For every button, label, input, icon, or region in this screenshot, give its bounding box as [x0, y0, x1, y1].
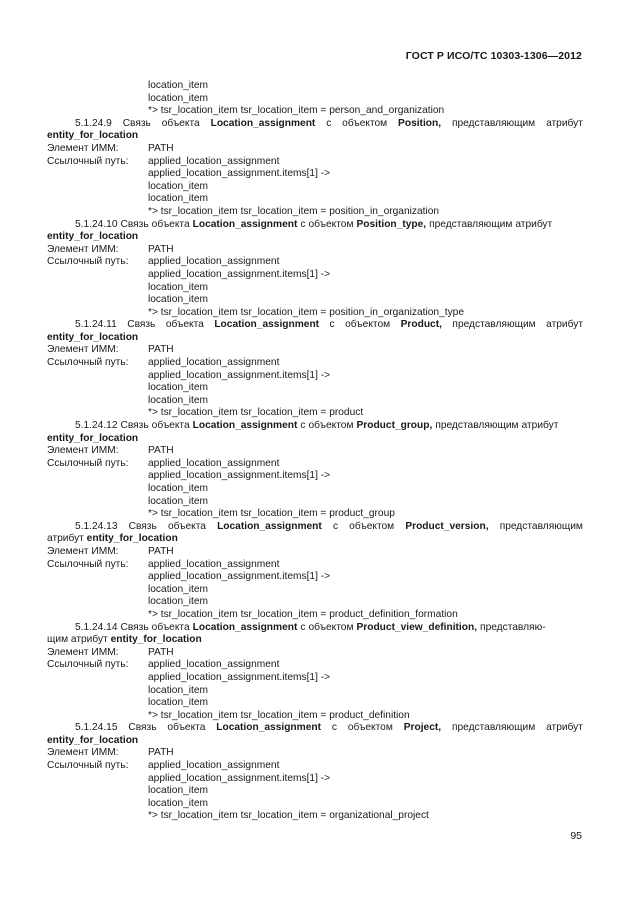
path-line-row [47, 181, 583, 194]
clause-word: объекта [167, 722, 206, 734]
label-spacer [47, 773, 148, 786]
path-row [47, 256, 583, 269]
path-line-row [47, 193, 583, 206]
attribute-name: entity_for_location [47, 130, 139, 142]
path-assignment-line: *> tsr_location_item tsr_location_item = product_definition [148, 709, 410, 721]
path-line: applied_location_assignment.items[1] -> [148, 470, 331, 482]
label-spacer [47, 470, 148, 483]
clause-word: представляющим [452, 319, 536, 331]
clause-heading [47, 420, 583, 433]
label-spacer [47, 282, 148, 295]
path-line: location_item [148, 495, 209, 507]
path-line-row [47, 395, 583, 408]
clause-word: представляющим [435, 420, 519, 432]
clause-word: Product, [400, 319, 442, 331]
clause-word: с [331, 722, 337, 734]
clauses-container [47, 118, 583, 823]
label-spacer [47, 685, 148, 698]
path-line: applied_location_assignment [148, 155, 280, 167]
clause-section [47, 622, 583, 723]
clause-section [47, 420, 583, 521]
clause-continuation [47, 735, 583, 748]
path-label: Ссылочный путь: [47, 760, 129, 772]
path-line-row [47, 269, 583, 282]
path-row [47, 659, 583, 672]
path-line: location_item [148, 294, 209, 306]
clause-word: Product_view_definition, [356, 621, 478, 633]
clause-word: Location_assignment [217, 520, 322, 532]
label-spacer [47, 496, 148, 509]
clause-word: Location_assignment [192, 218, 298, 230]
path-line: location_item [148, 797, 209, 809]
path-line: location_item [148, 394, 209, 406]
clause-word: с [326, 117, 332, 129]
clause-word: Location_assignment [210, 117, 316, 129]
clause-number: 5.1.24.14 [75, 621, 118, 633]
clause-word: с [300, 621, 306, 633]
path-line: location_item [148, 80, 209, 91]
clause-word: Связь [120, 218, 149, 230]
path-line: location_item [148, 596, 209, 608]
clause-word: Связь [122, 117, 151, 129]
path-label: Ссылочный путь: [47, 155, 129, 167]
attribute-name: entity_for_location [47, 331, 139, 343]
element-row [47, 244, 583, 257]
path-line: applied_location_assignment.items[1] -> [148, 369, 331, 381]
clause-word: Location_assignment [192, 621, 298, 633]
path-line-row [47, 584, 583, 597]
path-label: Ссылочный путь: [47, 659, 129, 671]
path-line-row [47, 596, 583, 609]
clause-heading [47, 118, 583, 131]
clause-word: с [300, 218, 306, 230]
path-line: location_item [148, 180, 209, 192]
path-line-row [47, 282, 583, 295]
path-line: applied_location_assignment [148, 457, 280, 469]
path-line: location_item [148, 193, 209, 205]
attribute-name: entity_for_location [47, 231, 139, 243]
path-line: applied_location_assignment.items[1] -> [148, 168, 331, 180]
clause-heading [47, 722, 583, 735]
label-spacer [47, 584, 148, 597]
path-line: applied_location_assignment [148, 256, 280, 268]
clause-number: 5.1.24.12 [75, 420, 118, 432]
path-line: applied_location_assignment [148, 357, 280, 369]
standard-title: ГОСТ Р ИСО/ТС 10303-1306—2012 [405, 50, 582, 62]
path-line-row [47, 685, 583, 698]
path-line: location_item [148, 92, 209, 104]
clause-word: атрибут [515, 218, 553, 230]
path-line: applied_location_assignment.items[1] -> [148, 671, 331, 683]
page-number: 95 [570, 830, 582, 842]
clause-word: Location_assignment [216, 722, 321, 734]
label-spacer [47, 697, 148, 710]
label-spacer [47, 294, 148, 307]
path-row [47, 357, 583, 370]
path-line-row [47, 672, 583, 685]
path-line: applied_location_assignment [148, 659, 280, 671]
element-value: PATH [148, 747, 174, 759]
path-line: applied_location_assignment.items[1] -> [148, 571, 331, 583]
clause-word: Position, [398, 117, 442, 129]
label-spacer [47, 382, 148, 395]
path-line: location_item [148, 382, 209, 394]
element-label: Элемент ИММ: [47, 646, 119, 658]
clause-number: 5.1.24.9 [75, 117, 112, 129]
clause-word: объектом [308, 420, 354, 432]
path-line-row [47, 571, 583, 584]
clause-word: Location_assignment [192, 420, 298, 432]
path-line: applied_location_assignment [148, 558, 280, 570]
clause-word: Product_group, [356, 420, 433, 432]
clause-heading [47, 521, 583, 534]
clause-word: Project, [403, 722, 442, 734]
clause-word: объектом [342, 117, 388, 129]
clause-word: представляющим [429, 218, 513, 230]
path-line-row [47, 785, 583, 798]
path-label: Ссылочный путь: [47, 457, 129, 469]
element-value: PATH [148, 243, 174, 255]
path-line: location_item [148, 697, 209, 709]
path-line: applied_location_assignment.items[1] -> [148, 268, 331, 280]
clause-number: 5.1.24.15 [75, 722, 118, 734]
clause-word: атрибут [521, 420, 559, 432]
clause-continuation [47, 634, 583, 647]
attribute-name: entity_for_location [110, 634, 202, 646]
attribute-name: entity_for_location [86, 533, 178, 545]
element-label: Элемент ИММ: [47, 445, 119, 457]
clause-word: объекта [151, 420, 190, 432]
continuation-text: щим атрибут [47, 634, 111, 646]
label-spacer [47, 571, 148, 584]
path-line-row [47, 370, 583, 383]
element-row [47, 546, 583, 559]
label-spacer [47, 395, 148, 408]
clause-word: Product_version, [405, 520, 489, 532]
clause-word: Связь [128, 520, 157, 532]
clause-word: представляющим [499, 520, 583, 532]
path-assignment-line: *> tsr_location_item tsr_location_item = organizational_project [148, 810, 429, 822]
path-assignment-line: *> tsr_location_item tsr_location_item = position_in_organization_type [148, 306, 465, 318]
clause-continuation [47, 533, 583, 546]
clause-section [47, 521, 583, 622]
attribute-name: entity_for_location [47, 734, 139, 746]
clause-word: Связь [128, 722, 157, 734]
label-spacer [47, 785, 148, 798]
label-spacer [47, 370, 148, 383]
clause-heading [47, 622, 583, 635]
label-spacer [47, 181, 148, 194]
element-value: PATH [148, 545, 174, 557]
clause-heading [47, 219, 583, 232]
path-line-row [47, 496, 583, 509]
path-line: applied_location_assignment [148, 760, 280, 772]
path-line-row [47, 773, 583, 786]
element-label: Элемент ИММ: [47, 344, 119, 356]
clause-word: Связь [120, 621, 149, 633]
element-row [47, 344, 583, 357]
path-line: location_item [148, 785, 209, 797]
clause-word: Связь [127, 319, 156, 331]
path-label: Ссылочный путь: [47, 357, 129, 369]
label-spacer [47, 596, 148, 609]
clause-word: объектом [347, 722, 393, 734]
clause-section [47, 722, 583, 823]
clause-word: с [329, 319, 335, 331]
continuation-text: атрибут [47, 533, 87, 545]
document-header [0, 50, 582, 62]
document-body [47, 80, 583, 823]
label-spacer [47, 193, 148, 206]
path-assignment-line: *> tsr_location_item tsr_location_item = product_definition_formation [148, 608, 458, 620]
element-row [47, 747, 583, 760]
clause-word: представляю- [480, 621, 546, 633]
path-line-row [47, 798, 583, 811]
element-row [47, 143, 583, 156]
path-row [47, 458, 583, 471]
path-line: *> tsr_location_item tsr_location_item = person_and_organization [148, 105, 445, 117]
label-spacer [47, 672, 148, 685]
clause-continuation [47, 231, 583, 244]
path-row [47, 559, 583, 572]
clause-word: объекта [161, 117, 200, 129]
path-row [47, 156, 583, 169]
clause-word: объектом [308, 218, 354, 230]
path-line: location_item [148, 583, 209, 595]
path-line-row [47, 470, 583, 483]
clause-word: с [332, 520, 339, 532]
attribute-name: entity_for_location [47, 432, 139, 444]
label-spacer [47, 168, 148, 181]
clause-word: Position_type, [356, 218, 427, 230]
element-row [47, 445, 583, 458]
path-line-row [47, 168, 583, 181]
clause-continuation [47, 332, 583, 345]
path-line-row [47, 382, 583, 395]
clause-word: объекта [151, 621, 190, 633]
clause-word: объектом [308, 621, 354, 633]
clause-word: объектом [345, 319, 391, 331]
clause-word: объекта [151, 218, 190, 230]
clause-word: Location_assignment [214, 319, 320, 331]
clause-word: представляющим [451, 722, 536, 734]
element-value: PATH [148, 646, 174, 658]
clause-word: атрибут [546, 319, 583, 331]
clause-continuation [47, 130, 583, 143]
clause-word: атрибут [546, 117, 583, 129]
clause-word: объекта [167, 520, 206, 532]
clause-number: 5.1.24.11 [75, 319, 117, 331]
clause-word: атрибут [546, 722, 583, 734]
clause-word: представляющим [451, 117, 536, 129]
path-assignment-line: *> tsr_location_item tsr_location_item = position_in_organization [148, 205, 440, 217]
element-label: Элемент ИММ: [47, 243, 119, 255]
path-assignment-line: *> tsr_location_item tsr_location_item = product_group [148, 508, 395, 520]
path-line-row [47, 697, 583, 710]
element-label: Элемент ИММ: [47, 747, 119, 759]
clause-section [47, 118, 583, 219]
clause-word: объекта [165, 319, 204, 331]
element-row [47, 647, 583, 660]
path-line: location_item [148, 281, 209, 293]
clause-heading [47, 319, 583, 332]
label-spacer [47, 483, 148, 496]
element-value: PATH [148, 142, 174, 154]
element-value: PATH [148, 445, 174, 457]
element-label: Элемент ИММ: [47, 142, 119, 154]
path-label: Ссылочный путь: [47, 256, 129, 268]
clause-section [47, 219, 583, 320]
path-line: applied_location_assignment.items[1] -> [148, 772, 331, 784]
clause-word: Связь [120, 420, 149, 432]
clause-continuation [47, 433, 583, 446]
path-line-row [47, 294, 583, 307]
path-line: location_item [148, 483, 209, 494]
path-label: Ссылочный путь: [47, 558, 129, 570]
label-spacer [47, 798, 148, 811]
path-row [47, 760, 583, 773]
clause-word: с [300, 420, 306, 432]
path-line: location_item [148, 684, 209, 696]
path-line-row [47, 483, 583, 496]
label-spacer [47, 269, 148, 282]
continued-path-block [47, 80, 583, 118]
path-assignment-line: *> tsr_location_item tsr_location_item = product [148, 407, 364, 419]
clause-word: объектом [349, 520, 395, 532]
element-value: PATH [148, 344, 174, 356]
clause-number: 5.1.24.10 [75, 218, 118, 230]
clause-section [47, 319, 583, 420]
clause-number: 5.1.24.13 [75, 520, 118, 532]
element-label: Элемент ИММ: [47, 545, 119, 557]
